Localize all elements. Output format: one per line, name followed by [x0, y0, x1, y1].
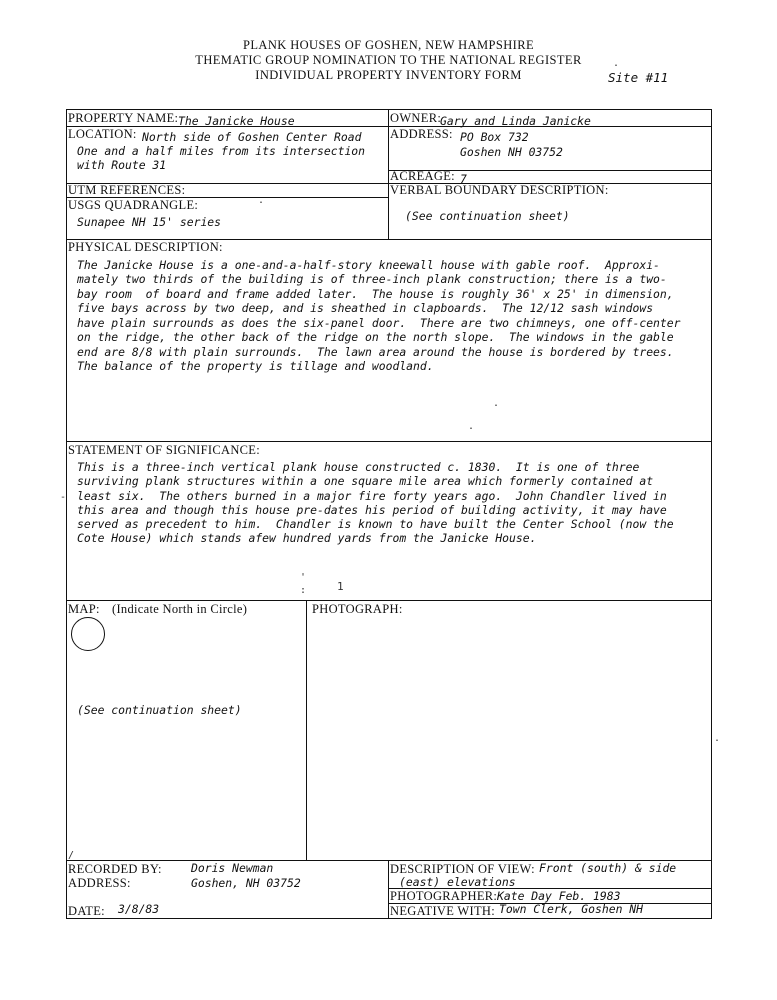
property-name-label: PROPERTY NAME: — [68, 111, 179, 125]
address-line2: Goshen NH 03752 — [460, 145, 563, 159]
form-title-line3: INDIVIDUAL PROPERTY INVENTORY FORM — [255, 68, 522, 82]
usgs-label: USGS QUADRANGLE: — [68, 198, 199, 212]
form-title-line2: THEMATIC GROUP NOMINATION TO THE NATIONAL REGISTER — [195, 53, 582, 67]
verbal-boundary-label: VERBAL BOUNDARY DESCRIPTION: — [390, 183, 609, 197]
property-name-value: The Janicke House — [178, 114, 295, 128]
verbal-boundary-value: (See continuation sheet) — [405, 209, 570, 223]
date-label: DATE: — [68, 904, 105, 918]
description-of-view-label: DESCRIPTION OF VIEW: — [390, 862, 535, 876]
negative-with-value: Town Clerk, Goshen NH — [499, 902, 644, 916]
description-of-view-line2: (east) elevations — [399, 875, 516, 889]
utm-label: UTM REFERENCES: — [68, 183, 186, 197]
photographer-value: Kate Day Feb. 1983 — [497, 889, 621, 903]
acreage-label: ACREAGE: — [390, 169, 455, 183]
physical-description-label: PHYSICAL DESCRIPTION: — [68, 240, 223, 254]
map-value: (See continuation sheet) — [77, 703, 242, 717]
recorder-address-value: Goshen, NH 03752 — [191, 876, 301, 890]
form-title-line1: PLANK HOUSES OF GOSHEN, NEW HAMPSHIRE — [243, 38, 534, 52]
description-of-view-line1: Front (south) & side — [539, 861, 677, 875]
significance-label: STATEMENT OF SIGNIFICANCE: — [68, 443, 260, 457]
location-line2: One and a half miles from its intersection — [77, 144, 366, 158]
photographer-label: PHOTOGRAPHER: — [390, 889, 498, 903]
date-value: 3/8/83 — [118, 902, 160, 916]
photograph-label: PHOTOGRAPH: — [312, 602, 403, 616]
usgs-value: Sunapee NH 15' series — [77, 215, 222, 229]
recorded-by-label: RECORDED BY: — [68, 862, 162, 876]
owner-value: Gary and Linda Janicke — [440, 114, 591, 128]
map-hint: (Indicate North in Circle) — [112, 602, 248, 616]
location-line1: North side of Goshen Center Road — [142, 130, 362, 144]
north-circle — [71, 617, 105, 651]
recorder-address-label: ADDRESS: — [68, 876, 131, 890]
map-label: MAP: — [68, 602, 100, 616]
negative-with-label: NEGATIVE WITH: — [390, 904, 495, 918]
location-label: LOCATION: — [68, 127, 137, 141]
address-label: ADDRESS: — [390, 127, 453, 141]
address-line1: PO Box 732 — [460, 130, 529, 144]
owner-label: OWNER: — [390, 111, 442, 125]
acreage-value: 7 — [460, 172, 467, 186]
site-number: Site #11 — [608, 70, 669, 85]
location-line3: with Route 31 — [77, 158, 167, 172]
recorded-by-value: Doris Newman — [191, 861, 274, 875]
